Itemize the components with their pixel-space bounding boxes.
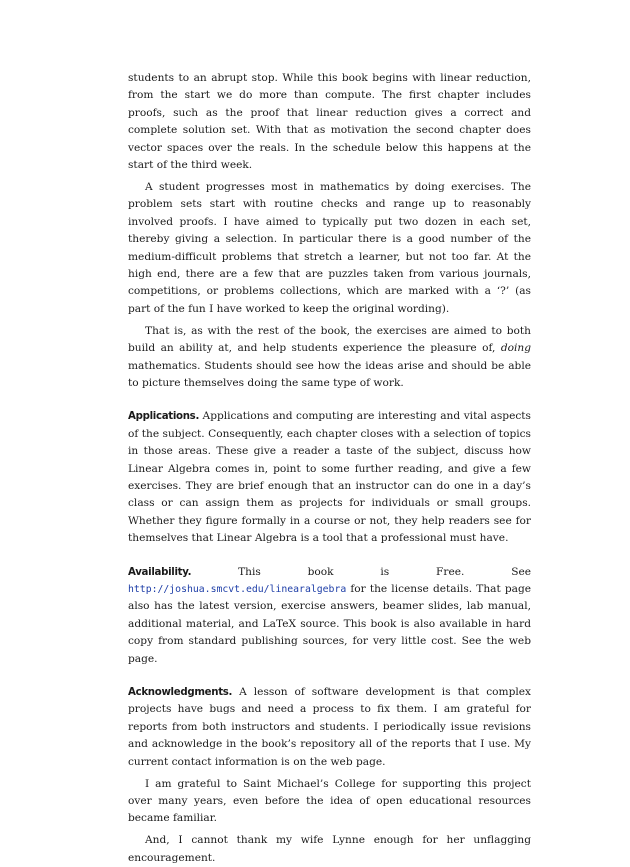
paragraph-grateful-college: I am grateful to Saint Michael’s College for supporting this project over many years, even before the idea of open educational resources became familiar. xyxy=(128,777,531,825)
paragraph-doing-mathematics xyxy=(128,323,531,393)
paragraph-exercises: A student progresses most in mathematics by doing exercises. The problem sets start with routine checks and range up to reasonably involved proofs. I have aimed to typically put two dozen in each set, thereby giving a selection. In particular there is a good number of the medium-difficult problems that stretch a learner, but not too far. At the high end, there are a few that are puzzles taken from various journals, competitions, or problems collections, which are marked with a ‘?’ (as part of the fun I have worked to keep the original wording). xyxy=(128,180,531,315)
section-acknowledgments xyxy=(128,684,531,771)
document-page xyxy=(128,70,531,867)
applications-text: Applications and computing are interesting and vital aspects of the subject. Consequently, each chapter closes with a selection of topics in those areas. These give a reader a taste of the subject, discuss how Linear Algebra comes in, point to some further reading, and give a few exercises. They are brief enough that an instructor can do one in a day’s class or can assign them as projects for individuals or small groups. Whether they figure formally in a course or not, they help readers see for themselves that Linear Algebra is a tool that a professional must have. xyxy=(128,410,531,545)
book-website-link[interactable]: http://joshua.smcvt.edu/linearalgebra xyxy=(128,583,347,595)
acknowledgments-text: A lesson of software development is that complex projects have bugs and need a process to fix them. I am grateful for reports from both instructors and students. I periodically issue revisions and acknowledge in the book’s repository all of the reports that I use. My current contact information is on the web page. xyxy=(128,686,531,768)
section-applications xyxy=(128,408,531,547)
heading-acknowledgments: Acknowledgments. xyxy=(128,687,233,698)
availability-text-continued: for the license details. That page also has the latest version, exercise answers, beamer slides, lab manual, additional material, and LaTeX source. This book is also available in hard copy from standard publishing sources, for very little cost. See the web page. xyxy=(128,582,531,665)
heading-applications: Applications. xyxy=(128,411,200,423)
paragraph-intro-continuation: students to an abrupt stop. While this book begins with linear reduction, from the start we do more than compute. The first chapter includes proofs, such as the proof that linear reduction gives a correct and complete solution set. With that as motivation the second chapter does vector spaces over the reals. In the schedule below this happens at the start of the third week. xyxy=(128,72,531,172)
paragraph-text: That is, as with the rest of the book, the exercises are aimed to both build an ability at, and help students experience the pleasure of, xyxy=(128,324,531,355)
availability-text: This book is Free. See xyxy=(238,565,531,578)
emphasis-doing: doing xyxy=(500,342,531,355)
section-availability xyxy=(128,564,531,668)
paragraph-text: mathematics. Students should see how the ideas arise and should be able to picture themselves doing the same type of work. xyxy=(128,359,531,389)
heading-availability: Availability. xyxy=(128,566,192,578)
paragraph-thanks-wife: And, I cannot thank my wife Lynne enough for her unflagging encouragement. xyxy=(128,834,531,864)
